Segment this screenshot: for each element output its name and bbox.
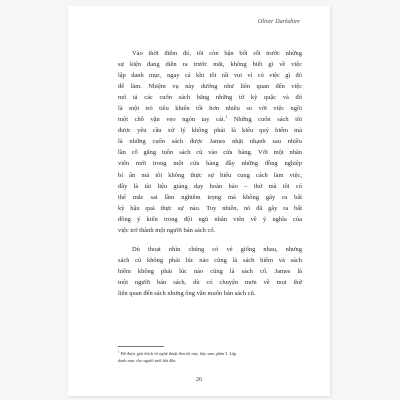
paragraph-1 xyxy=(118,48,302,236)
text-line: mô tả các cuốn sách bằng những từ kỳ quặc và đó xyxy=(118,94,302,102)
footnote xyxy=(118,350,302,364)
text-line: viên mới trong một cửa hàng đầy những đồng nghiệp xyxy=(118,160,302,168)
text-line: là những cuốn sách được James nhặt nhạnh sau nhiều xyxy=(118,138,302,146)
text-line: thể mắc sai lầm nghiêm trọng mà không gây ra bất xyxy=(118,193,302,201)
footnote-line: danh mục cho người mới bắt đầu. xyxy=(118,358,177,363)
footnote-divider xyxy=(118,346,164,347)
page-number: 26 xyxy=(196,377,202,383)
text-line: đây là tài liệu giảng dạy hoàn hảo – thứ mà tôi có xyxy=(118,182,302,190)
text-fragment: một chỗ vặn vẹo ngón tay cái. xyxy=(118,116,226,124)
text-line: đồng ý kiến trong đội ngũ nhân viên về ý nghĩa của xyxy=(118,215,302,223)
text-line: việc trở thành một người bán sách cổ. xyxy=(118,226,216,234)
text-line: sự kiện đang diễn ra trước mắt, không biết gì về việc xyxy=(118,61,302,69)
running-head: Oliver Darkshire xyxy=(257,18,300,25)
text-line: kỳ hậu quả thực sự nào. Tuy nhiên, nó đã gây ra bất xyxy=(118,204,302,212)
text-line: hiếm không phải lúc nào cũng là sách cổ. James là xyxy=(118,267,302,275)
text-line: một người bán sách, dù có chuyện mơn về mọi thứ xyxy=(118,278,302,286)
book-page xyxy=(68,6,330,396)
text-line: Vào thời điểm đó, tôi còn bận bối rối trước những xyxy=(132,50,302,57)
footnote-marker: 1 xyxy=(118,349,120,354)
text-line: lập danh mục, ngay cả khi tôi rất vui vì có việc gì đó xyxy=(118,72,302,80)
paragraph-2 xyxy=(118,244,302,299)
text-line: là một trò tiêu khiển tốt hơn nhiều so với việc ngồi xyxy=(118,105,302,113)
footnote-reference[interactable]: 1 xyxy=(225,114,228,120)
text-line: lần cố gắng tuồn sách cũ vào cửa hàng. Với một nhân xyxy=(118,149,302,157)
text-line: bí ẩn mà tôi không thực sự hiểu cung cách làm việc, xyxy=(118,171,302,179)
text-line: được yêu cầu xử lý không phải là kiểu quý hiếm mà xyxy=(118,127,302,135)
text-line-with-footnote xyxy=(118,114,302,125)
footnote-line xyxy=(118,350,302,357)
text-line: để làm. Nhiệm vụ này dường như liên quan đến việc xyxy=(118,83,302,91)
body-text xyxy=(118,48,302,299)
text-line: liên quan đến sách nhưng ông vẫn muốn bán sách cũ. xyxy=(118,289,256,297)
footnote-text: Để được giải thích về nghệ thuật đen tối này, hãy xem phần 5. Lập xyxy=(120,351,237,356)
text-line: Dù thoạt nhìn chúng có vẻ giống nhau, nhưng xyxy=(132,245,302,253)
text-line: sách cũ không phải lúc nào cũng là sách hiếm và sách xyxy=(118,256,302,264)
text-fragment: Những cuốn sách tôi xyxy=(233,116,302,124)
